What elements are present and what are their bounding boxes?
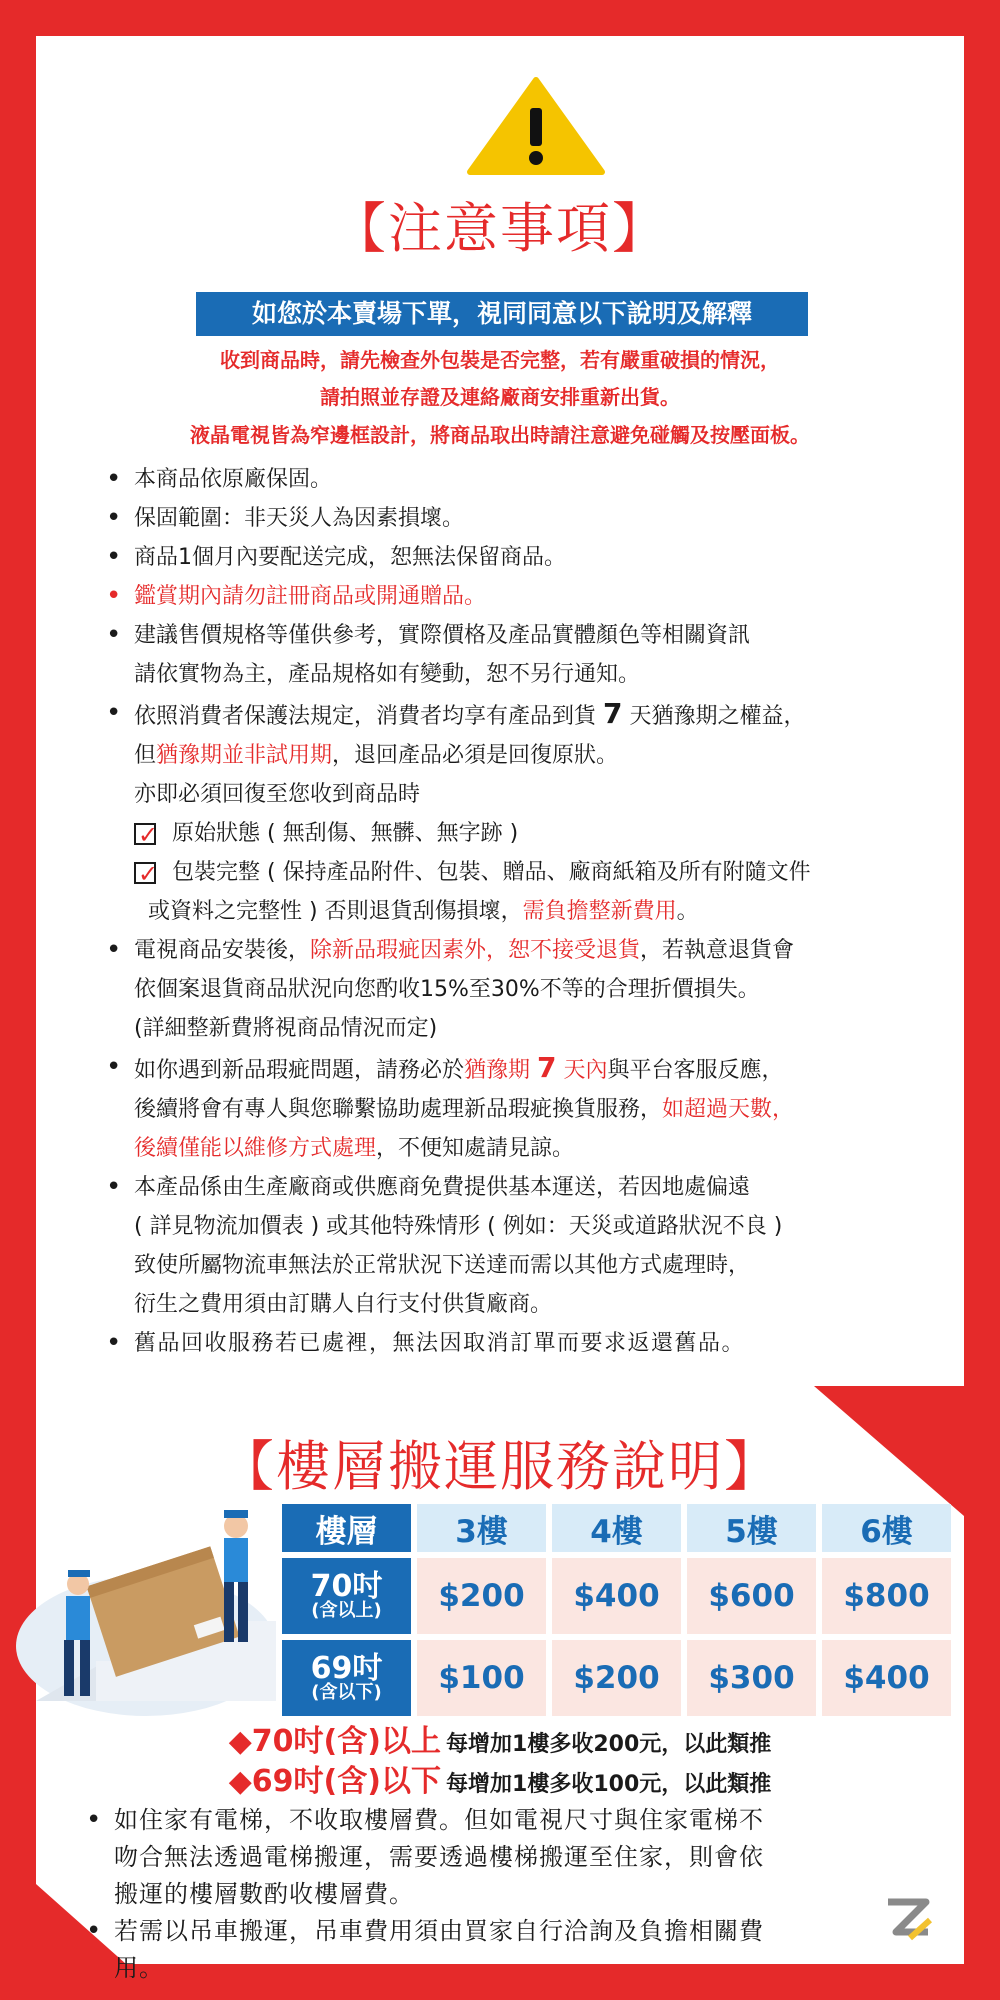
list-item: • 本商品依原廠保固。 [106,460,946,499]
table-row [282,1640,951,1716]
price-cell: $400 [822,1640,951,1716]
floor-service-title: 【樓層搬運服務說明】 [220,1435,780,1498]
floor-fee-table [276,1498,957,1722]
floor-notes-list [86,1802,946,1987]
warning-icon [466,76,606,176]
check-icon: ✓ [138,860,159,888]
notice-list [106,460,946,1363]
list-item: • 舊品回收服務若已處裡，無法因取消訂單而要求返還舊品。 [106,1324,946,1363]
header-cell: 樓層 [282,1504,411,1552]
list-item: • 鑑賞期內請勿註冊商品或開通贈品。 [106,577,946,616]
price-cell: $800 [822,1558,951,1634]
price-cell: $400 [552,1558,681,1634]
checklist-item: ✓ 包裝完整 ( 保持產品附件、包裝、贈品、廠商紙箱及所有附隨文件 或資料之完整性 ) 否則退貨刮傷損壞，需負擔整新費用。 [106,853,946,931]
header-cell: 5樓 [687,1504,816,1552]
price-cell: $100 [417,1640,546,1716]
list-item: • 依照消費者保護法規定，消費者均享有產品到貨 7 天猶豫期之權益， 但猶豫期並非試用期，退回產品必須是回復原狀。 亦即必須回復至您收到商品時 [106,694,946,814]
surcharge-note: ◆70吋(含)以上 每增加1樓多收200元，以此類推 [228,1724,772,1759]
list-item: • 建議售價規格等僅供參考，實際價格及產品實體顏色等相關資訊 請依實物為主，產品規格如有變動，恕不另行通知。 [106,616,946,694]
size-cell: 69吋 (含以下) [282,1640,411,1716]
check-icon: ✓ [138,821,159,849]
red-notice-line: 收到商品時，請先檢查外包裝是否完整，若有嚴重破損的情況， [220,348,780,372]
list-item: • 本產品係由生產廠商或供應商免費提供基本運送，若因地處偏遠 ( 詳見物流加價表 ) 或其他特殊情形 ( 例如：天災或道路狀況不良 ) 致使所屬物流車無法於正常狀況下送達而需以其他方式處理時， 衍生之費用須由訂購人自行支付供貨廠商。 [106,1168,946,1324]
notice-card [36,36,964,1982]
list-item: • 若需以吊車搬運，吊車費用須由買家自行洽詢及負擔相關費 用。 [86,1913,946,1987]
header-cell: 3樓 [417,1504,546,1552]
price-cell: $300 [687,1640,816,1716]
table-header-row [282,1504,951,1552]
brand-logo [882,1894,934,1942]
movers-illustration [36,1496,276,1706]
header-cell: 6樓 [822,1504,951,1552]
list-item: • 電視商品安裝後，除新品瑕疵因素外，恕不接受退貨，若執意退貨會 依個案退貨商品狀況向您酌收15%至30%不等的合理折價損失。 (詳細整新費將視商品情況而定) [106,931,946,1048]
table-row [282,1558,951,1634]
list-item: • 保固範圍：非天災人為因素損壞。 [106,499,946,538]
notice-banner: 如您於本賣場下單，視同同意以下說明及解釋 [196,292,808,336]
price-cell: $200 [552,1640,681,1716]
header-cell: 4樓 [552,1504,681,1552]
price-cell: $200 [417,1558,546,1634]
red-notice-line: 請拍照並存證及連絡廠商安排重新出貨。 [320,385,680,409]
list-item: • 如你遇到新品瑕疵問題，請務必於猶豫期 7 天內與平台客服反應， 後續將會有專人與您聯繫協助處理新品瑕疵換貨服務，如超過天數， 後續僅能以維修方式處理，不便知處請見諒。 [106,1048,946,1168]
surcharge-note: ◆69吋(含)以下 每增加1樓多收100元，以此類推 [228,1764,772,1799]
red-notice-line: 液晶電視皆為窄邊框設計，將商品取出時請注意避免碰觸及按壓面板。 [190,423,810,447]
list-item: • 商品1個月內要配送完成，恕無法保留商品。 [106,538,946,577]
list-item: • 如住家有電梯，不收取樓層費。但如電視尺寸與住家電梯不 吻合無法透過電梯搬運，需要透過樓梯搬運至住家，則會依 搬運的樓層數酌收樓層費。 [86,1802,946,1913]
checklist-item: ✓ 原始狀態 ( 無刮傷、無髒、無字跡 ) [106,814,946,853]
notice-title: 【注意事項】 [332,197,668,260]
size-cell: 70吋 (含以上) [282,1558,411,1634]
price-cell: $600 [687,1558,816,1634]
